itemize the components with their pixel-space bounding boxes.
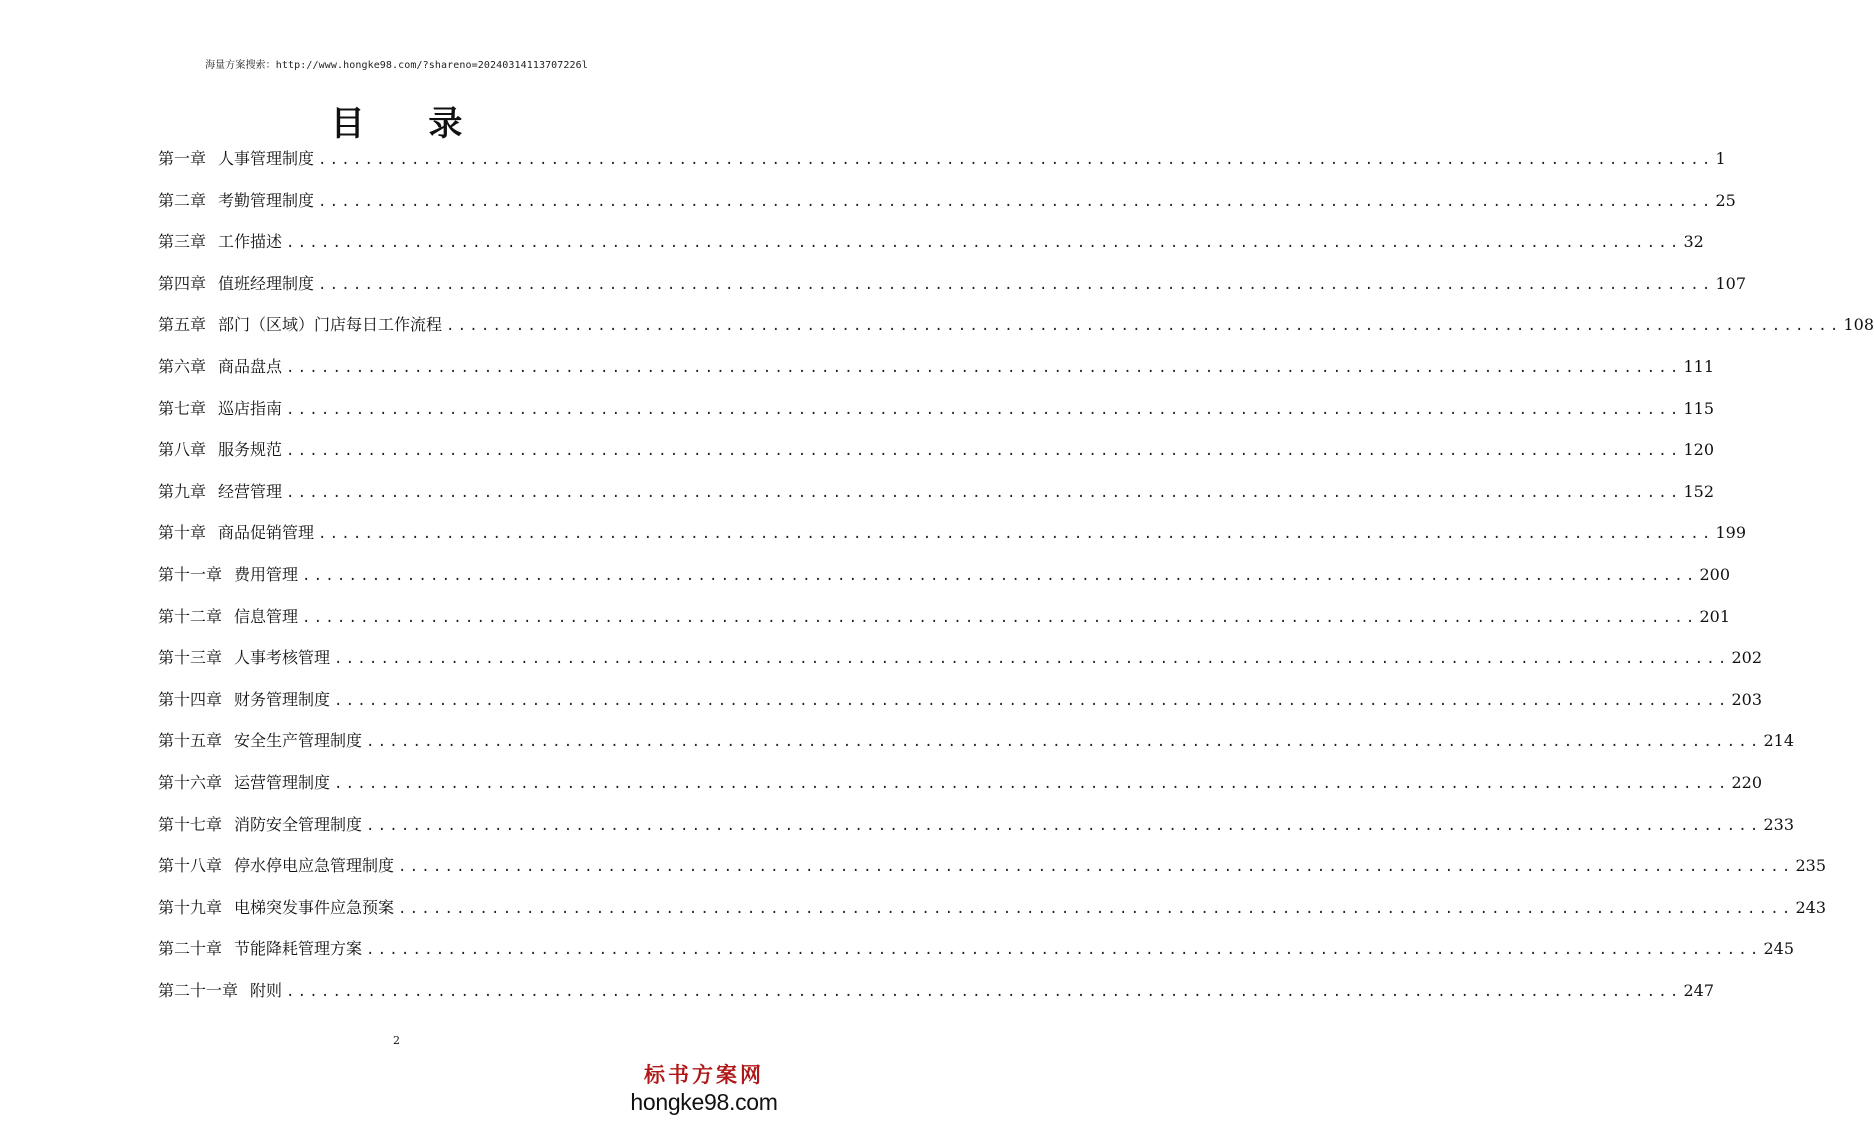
toc-page-number: 203 [1731, 689, 1763, 709]
toc-page-number: 201 [1699, 606, 1731, 626]
toc-dot-leader: ........................................................................................................................ [302, 609, 1698, 626]
toc-entry[interactable] [158, 311, 1874, 353]
toc-entry[interactable] [158, 603, 1731, 645]
toc-entry[interactable] [158, 561, 1731, 603]
watermark-line1: 标书方案网 [644, 1062, 764, 1087]
toc-page-number: 202 [1731, 648, 1763, 668]
toc-page-number: 235 [1795, 856, 1827, 876]
toc-page-number: 200 [1699, 564, 1731, 584]
toc-chapter-number: 第三章 [158, 232, 207, 252]
toc-dot-leader: ........................................................................................................................ [302, 567, 1698, 584]
page-title: 目 录 [330, 104, 489, 144]
toc-dot-leader: ........................................................................................................................ [334, 692, 1730, 709]
toc-chapter-number: 第二十章 [158, 939, 223, 959]
toc-dot-leader: ........................................................................................................................ [334, 775, 1730, 792]
header-url-line: 海量方案搜索：http://www.hongke98.com/?shareno=20240314113707226l [205, 60, 588, 71]
toc-chapter-title: 经营管理 [218, 481, 283, 501]
toc-chapter-number: 第十四章 [158, 689, 223, 709]
toc-chapter-title: 财务管理制度 [234, 689, 331, 709]
toc-chapter-title: 商品盘点 [218, 356, 283, 376]
toc-chapter-number: 第十六章 [158, 772, 223, 792]
toc-dot-leader: ........................................................................................................................ [286, 359, 1682, 376]
toc-entry[interactable] [158, 977, 1715, 1019]
toc-chapter-title: 工作描述 [218, 232, 283, 252]
toc-chapter-number: 第十一章 [158, 564, 223, 584]
toc-entry[interactable] [158, 852, 1827, 894]
toc-entry[interactable] [158, 395, 1715, 437]
toc-page-number: 120 [1683, 440, 1715, 460]
watermark-logo [629, 1062, 779, 1116]
toc-entry[interactable] [158, 769, 1763, 811]
toc-chapter-title: 停水停电应急管理制度 [234, 856, 395, 876]
toc-entry[interactable] [158, 436, 1715, 478]
toc-chapter-title: 服务规范 [218, 440, 283, 460]
toc-chapter-title: 考勤管理制度 [218, 190, 315, 210]
toc-chapter-number: 第十章 [158, 523, 207, 543]
toc-entry[interactable] [158, 519, 1747, 561]
toc-chapter-number: 第八章 [158, 440, 207, 460]
toc-page-number: 108 [1843, 315, 1874, 335]
toc-page-number: 152 [1683, 481, 1715, 501]
toc-dot-leader: ........................................................................................................................ [446, 318, 1842, 335]
toc-chapter-title: 附则 [250, 980, 283, 1000]
toc-page-number: 107 [1715, 273, 1747, 293]
toc-page-number: 233 [1763, 814, 1795, 834]
toc-chapter-number: 第七章 [158, 398, 207, 418]
toc-chapter-title: 消防安全管理制度 [234, 814, 363, 834]
toc-chapter-title: 值班经理制度 [218, 273, 315, 293]
toc-chapter-number: 第十五章 [158, 731, 223, 751]
toc-chapter-number: 第十九章 [158, 897, 223, 917]
toc-page-number: 32 [1683, 232, 1704, 252]
toc-page-number: 25 [1715, 190, 1736, 210]
toc-chapter-title: 商品促销管理 [218, 523, 315, 543]
toc-page-number: 243 [1795, 897, 1827, 917]
toc-chapter-number: 第一章 [158, 149, 207, 168]
toc-entry[interactable] [158, 727, 1795, 769]
toc-page-number: 199 [1715, 523, 1747, 543]
toc-dot-leader: ........................................................................................................................ [318, 193, 1714, 210]
table-of-contents [158, 145, 1874, 1018]
toc-chapter-title: 部门（区域）门店每日工作流程 [218, 315, 443, 335]
toc-dot-leader: ........................................................................................................................ [286, 235, 1682, 252]
toc-chapter-title: 节能降耗管理方案 [234, 939, 363, 959]
toc-dot-leader: ........................................................................................................................ [318, 276, 1714, 293]
toc-page-number: 220 [1731, 772, 1763, 792]
toc-page-number: 115 [1683, 398, 1715, 418]
toc-dot-leader: ........................................................................................................................ [398, 900, 1794, 917]
toc-entry[interactable] [158, 478, 1715, 520]
toc-chapter-title: 巡店指南 [218, 398, 283, 418]
toc-chapter-title: 运营管理制度 [234, 772, 331, 792]
toc-chapter-title: 信息管理 [234, 606, 299, 626]
toc-entry[interactable] [158, 894, 1827, 936]
toc-dot-leader: ........................................................................................................................ [366, 942, 1762, 959]
toc-entry[interactable] [158, 228, 1704, 270]
toc-dot-leader: ........................................................................................................................ [334, 651, 1730, 668]
toc-chapter-number: 第四章 [158, 273, 207, 293]
toc-chapter-number: 第二十一章 [158, 980, 239, 1000]
toc-chapter-title: 费用管理 [234, 564, 299, 584]
toc-entry[interactable] [158, 145, 1726, 187]
toc-entry[interactable] [158, 644, 1763, 686]
toc-dot-leader: ........................................................................................................................ [366, 817, 1762, 834]
toc-dot-leader: ........................................................................................................................ [318, 526, 1714, 543]
toc-entry[interactable] [158, 270, 1747, 312]
toc-page-number: 245 [1763, 939, 1795, 959]
toc-entry[interactable] [158, 686, 1763, 728]
toc-chapter-number: 第二章 [158, 190, 207, 210]
toc-dot-leader: ........................................................................................................................ [366, 734, 1762, 751]
toc-chapter-number: 第五章 [158, 315, 207, 335]
toc-dot-leader: ........................................................................................................................ [398, 859, 1794, 876]
toc-dot-leader: ........................................................................................................................ [286, 484, 1682, 501]
toc-entry[interactable] [158, 935, 1795, 977]
toc-dot-leader: ........................................................................................................................ [286, 983, 1682, 1000]
watermark-line2: hongke98.com [630, 1089, 778, 1115]
toc-dot-leader: ........................................................................................................................ [318, 152, 1714, 168]
toc-page-number: 1 [1715, 149, 1726, 168]
toc-chapter-number: 第十二章 [158, 606, 223, 626]
toc-chapter-number: 第十三章 [158, 648, 223, 668]
toc-chapter-number: 第九章 [158, 481, 207, 501]
toc-entry[interactable] [158, 187, 1736, 229]
toc-dot-leader: ........................................................................................................................ [286, 401, 1682, 418]
toc-dot-leader: ........................................................................................................................ [286, 443, 1682, 460]
toc-entry[interactable] [158, 811, 1795, 853]
toc-page-number: 214 [1763, 731, 1795, 751]
toc-entry[interactable] [158, 353, 1715, 395]
toc-chapter-title: 电梯突发事件应急预案 [234, 897, 395, 917]
toc-chapter-number: 第十七章 [158, 814, 223, 834]
toc-page-number: 111 [1683, 356, 1715, 376]
toc-chapter-number: 第六章 [158, 356, 207, 376]
toc-page-number: 247 [1683, 980, 1715, 1000]
toc-chapter-title: 安全生产管理制度 [234, 731, 363, 751]
toc-chapter-title: 人事考核管理 [234, 648, 331, 668]
page-number: 2 [393, 1034, 400, 1047]
toc-chapter-number: 第十八章 [158, 856, 223, 876]
toc-chapter-title: 人事管理制度 [218, 149, 315, 168]
